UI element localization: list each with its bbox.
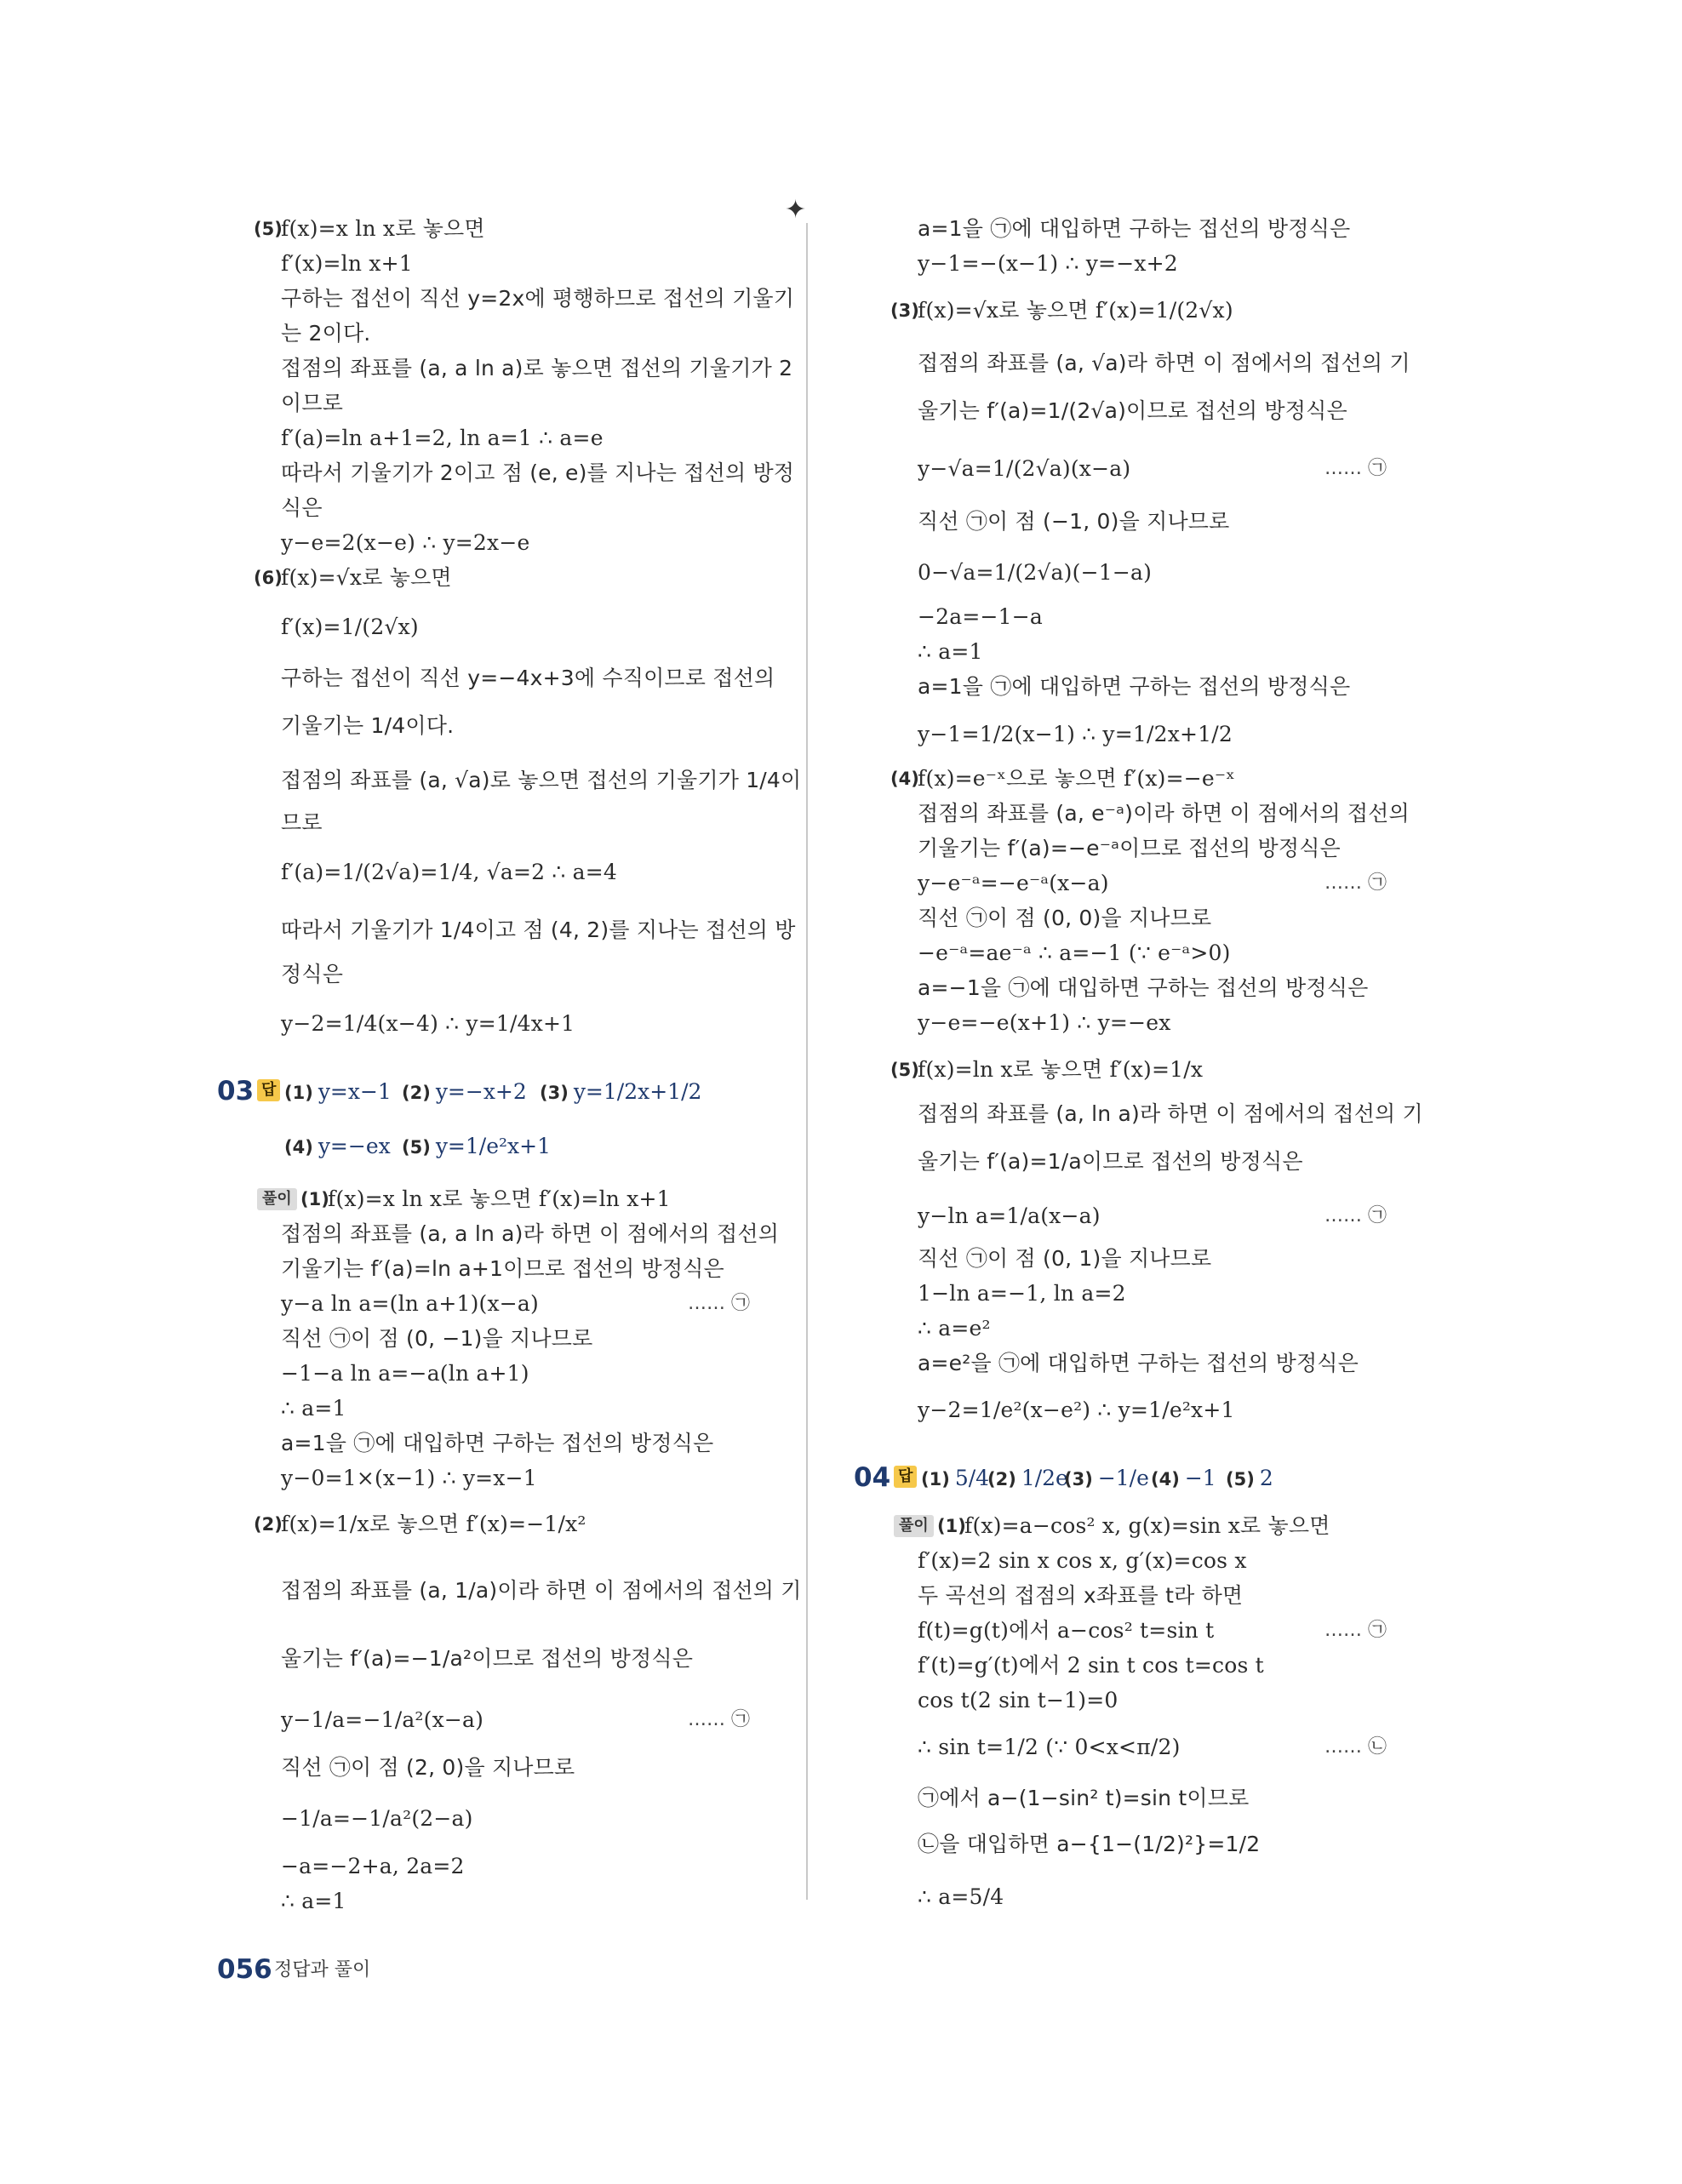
text-line: ∴ a=1 [281, 1396, 346, 1421]
text-line: −e⁻ᵃ=ae⁻ᵃ ∴ a=−1 (∵ e⁻ᵃ>0) [918, 940, 1231, 965]
solution-badge: 풀이 [894, 1515, 934, 1537]
text-line: ∴ a=1 [918, 639, 983, 664]
answer-item: (5) 2 [1226, 1466, 1273, 1490]
text-line: 따라서 기울기가 2이고 점 (e, e)를 지나는 접선의 방정 [281, 460, 795, 485]
text-line: f(x)=ln x로 놓으면 f′(x)=1/x [918, 1057, 1204, 1082]
text-line: 두 곡선의 접점의 x좌표를 t라 하면 [918, 1583, 1244, 1608]
answer-item: (3) y=1/2x+1/2 [540, 1079, 702, 1104]
text-line: y−1=−(x−1) ∴ y=−x+2 [918, 251, 1178, 276]
item-tag: (1) [300, 1189, 329, 1209]
text-line: 는 2이다. [281, 321, 371, 346]
equation-marker: …… ㉠ [1324, 458, 1387, 479]
text-line: 접점의 좌표를 (a, √a)로 놓으면 접선의 기울기가 1/4이 [281, 768, 802, 792]
text-line: 기울기는 f′(a)=−e⁻ᵃ이므로 접선의 방정식은 [918, 836, 1341, 860]
text-line: f′(x)=2 sin x cos x, g′(x)=cos x [918, 1548, 1247, 1573]
question-number: 03 [217, 1076, 255, 1106]
text-line: 따라서 기울기가 1/4이고 점 (4, 2)를 지나는 접선의 방 [281, 918, 796, 942]
text-line: y−1=1/2(x−1) ∴ y=1/2x+1/2 [918, 722, 1233, 746]
text-line: 식은 [281, 495, 323, 520]
text-line: 접점의 좌표를 (a, √a)라 하면 이 점에서의 접선의 기 [918, 351, 1410, 375]
text-line: 울기는 f′(a)=1/(2√a)이므로 접선의 방정식은 [918, 398, 1347, 423]
answer-item: (4) y=−ex [284, 1134, 391, 1158]
text-line: 직선 ㉠이 점 (0, 0)을 지나므로 [918, 906, 1212, 930]
text-line: f′(t)=g′(t)에서 2 sin t cos t=cos t [918, 1653, 1264, 1678]
item-tag: (4) [890, 769, 919, 789]
text-line: ㉡을 대입하면 a−{1−(1/2)²}=1/2 [918, 1832, 1261, 1856]
text-line: 직선 ㉠이 점 (0, −1)을 지나므로 [281, 1326, 593, 1351]
text-line: f′(a)=1/(2√a)=1/4, √a=2 ∴ a=4 [281, 860, 617, 884]
text-line: y−0=1×(x−1) ∴ y=x−1 [281, 1466, 537, 1490]
solution-badge: 풀이 [257, 1188, 297, 1210]
text-line: 접점의 좌표를 (a, ln a)라 하면 이 점에서의 접선의 기 [918, 1101, 1423, 1126]
text-line: y−2=1/e²(x−e²) ∴ y=1/e²x+1 [918, 1398, 1235, 1422]
equation-marker: …… ㉠ [1324, 1620, 1387, 1641]
answer-item: (3) −1/e [1064, 1466, 1149, 1490]
answer-item: (2) 1/2e [987, 1466, 1068, 1490]
text-line: y−1/a=−1/a²(x−a) [281, 1707, 484, 1732]
answer-item: (1) 5/4 [921, 1466, 990, 1490]
text-line: 접점의 좌표를 (a, a ln a)라 하면 이 점에서의 접선의 [281, 1221, 780, 1246]
text-line: −a=−2+a, 2a=2 [281, 1854, 465, 1878]
text-line: f′(x)=1/(2√x) [281, 615, 419, 639]
text-line: ∴ sin t=1/2 (∵ 0<x<π/2) [918, 1735, 1181, 1759]
answer-item: (4) −1 [1151, 1466, 1216, 1490]
item-tag: (5) [254, 219, 283, 239]
text-line: ∴ a=1 [281, 1889, 346, 1913]
text-line: 정식은 [281, 962, 344, 986]
text-line: f(x)=x ln x로 놓으면 f′(x)=ln x+1 [328, 1186, 671, 1211]
text-line: 0−√a=1/(2√a)(−1−a) [918, 560, 1153, 585]
text-line: f(t)=g(t)에서 a−cos² t=sin t [918, 1618, 1215, 1643]
text-line: f(x)=x ln x로 놓으면 [281, 216, 485, 241]
text-line: a=e²을 ㉠에 대입하면 구하는 접선의 방정식은 [918, 1351, 1359, 1375]
text-line: y−2=1/4(x−4) ∴ y=1/4x+1 [281, 1011, 575, 1036]
text-line: 구하는 접선이 직선 y=2x에 평행하므로 접선의 기울기 [281, 286, 795, 311]
text-line: y−√a=1/(2√a)(x−a) [918, 456, 1131, 481]
text-line: y−e⁻ᵃ=−e⁻ᵃ(x−a) [918, 871, 1109, 895]
answer-badge: 답 [894, 1466, 917, 1488]
text-line: −1/a=−1/a²(2−a) [281, 1806, 473, 1831]
text-line: y−a ln a=(ln a+1)(x−a) [281, 1291, 539, 1316]
text-line: 구하는 접선이 직선 y=−4x+3에 수직이므로 접선의 [281, 666, 775, 690]
text-line: 기울기는 f′(a)=ln a+1이므로 접선의 방정식은 [281, 1256, 724, 1281]
answer-item: (2) y=−x+2 [402, 1079, 527, 1104]
text-line: 접점의 좌표를 (a, e⁻ᵃ)이라 하면 이 점에서의 접선의 [918, 801, 1410, 826]
text-line: cos t(2 sin t−1)=0 [918, 1688, 1118, 1712]
text-line: 접점의 좌표를 (a, 1/a)이라 하면 이 점에서의 접선의 기 [281, 1578, 802, 1603]
text-line: f′(x)=ln x+1 [281, 251, 413, 276]
text-line: f(x)=1/x로 놓으면 f′(x)=−1/x² [281, 1512, 586, 1536]
equation-marker: …… ㉠ [1324, 872, 1387, 894]
equation-marker: …… ㉠ [1324, 1205, 1387, 1226]
text-line: 직선 ㉠이 점 (2, 0)을 지나므로 [281, 1755, 575, 1780]
item-tag: (1) [937, 1516, 966, 1536]
text-line: a=1을 ㉠에 대입하면 구하는 접선의 방정식은 [918, 674, 1351, 699]
answer-badge: 답 [257, 1079, 280, 1101]
text-line: 이므로 [281, 391, 344, 415]
text-line: 울기는 f′(a)=−1/a²이므로 접선의 방정식은 [281, 1646, 694, 1671]
page-label: 정답과 풀이 [274, 1959, 371, 1981]
text-line: 직선 ㉠이 점 (−1, 0)을 지나므로 [918, 509, 1230, 534]
text-line: ㉠에서 a−(1−sin² t)=sin t이므로 [918, 1786, 1250, 1810]
question-number: 04 [854, 1462, 891, 1493]
text-line: −2a=−1−a [918, 604, 1044, 629]
text-line: −1−a ln a=−a(ln a+1) [281, 1361, 529, 1386]
text-line: a=1을 ㉠에 대입하면 구하는 접선의 방정식은 [918, 216, 1351, 241]
text-line: 기울기는 1/4이다. [281, 713, 455, 738]
text-line: y−e=−e(x+1) ∴ y=−ex [918, 1010, 1171, 1035]
item-tag: (6) [254, 568, 283, 588]
text-line: y−e=2(x−e) ∴ y=2x−e [281, 530, 530, 555]
text-line: f(x)=a−cos² x, g(x)=sin x로 놓으면 [964, 1513, 1330, 1538]
text-line: ∴ a=e² [918, 1316, 991, 1341]
text-line: 직선 ㉠이 점 (0, 1)을 지나므로 [918, 1246, 1212, 1271]
text-line: a=−1을 ㉠에 대입하면 구하는 접선의 방정식은 [918, 975, 1369, 1000]
column-divider-ornament-icon: ✦ [785, 195, 807, 225]
text-line: 접점의 좌표를 (a, a ln a)로 놓으면 접선의 기울기가 2 [281, 356, 793, 380]
page-number: 056 [217, 1954, 272, 1985]
text-line: f(x)=√x로 놓으면 f′(x)=1/(2√x) [918, 298, 1233, 323]
text-line: ∴ a=5/4 [918, 1884, 1004, 1909]
equation-marker: …… ㉠ [688, 1709, 750, 1730]
text-line: 므로 [281, 810, 323, 835]
text-line: 1−ln a=−1, ln a=2 [918, 1281, 1126, 1306]
text-line: f(x)=e⁻ˣ으로 놓으면 f′(x)=−e⁻ˣ [918, 766, 1236, 791]
text-line: 울기는 f′(a)=1/a이므로 접선의 방정식은 [918, 1149, 1303, 1174]
text-line: f′(a)=ln a+1=2, ln a=1 ∴ a=e [281, 426, 604, 450]
item-tag: (3) [890, 300, 919, 321]
item-tag: (5) [890, 1060, 919, 1080]
answer-item: (1) y=x−1 [284, 1079, 392, 1104]
text-line: f(x)=√x로 놓으면 [281, 565, 452, 590]
answer-item: (5) y=1/e²x+1 [402, 1134, 551, 1158]
text-line: y−ln a=1/a(x−a) [918, 1203, 1101, 1228]
equation-marker: …… ㉠ [688, 1293, 750, 1314]
equation-marker: …… ㉡ [1324, 1736, 1387, 1758]
text-line: a=1을 ㉠에 대입하면 구하는 접선의 방정식은 [281, 1431, 714, 1455]
column-divider [806, 223, 808, 1900]
item-tag: (2) [254, 1514, 283, 1535]
